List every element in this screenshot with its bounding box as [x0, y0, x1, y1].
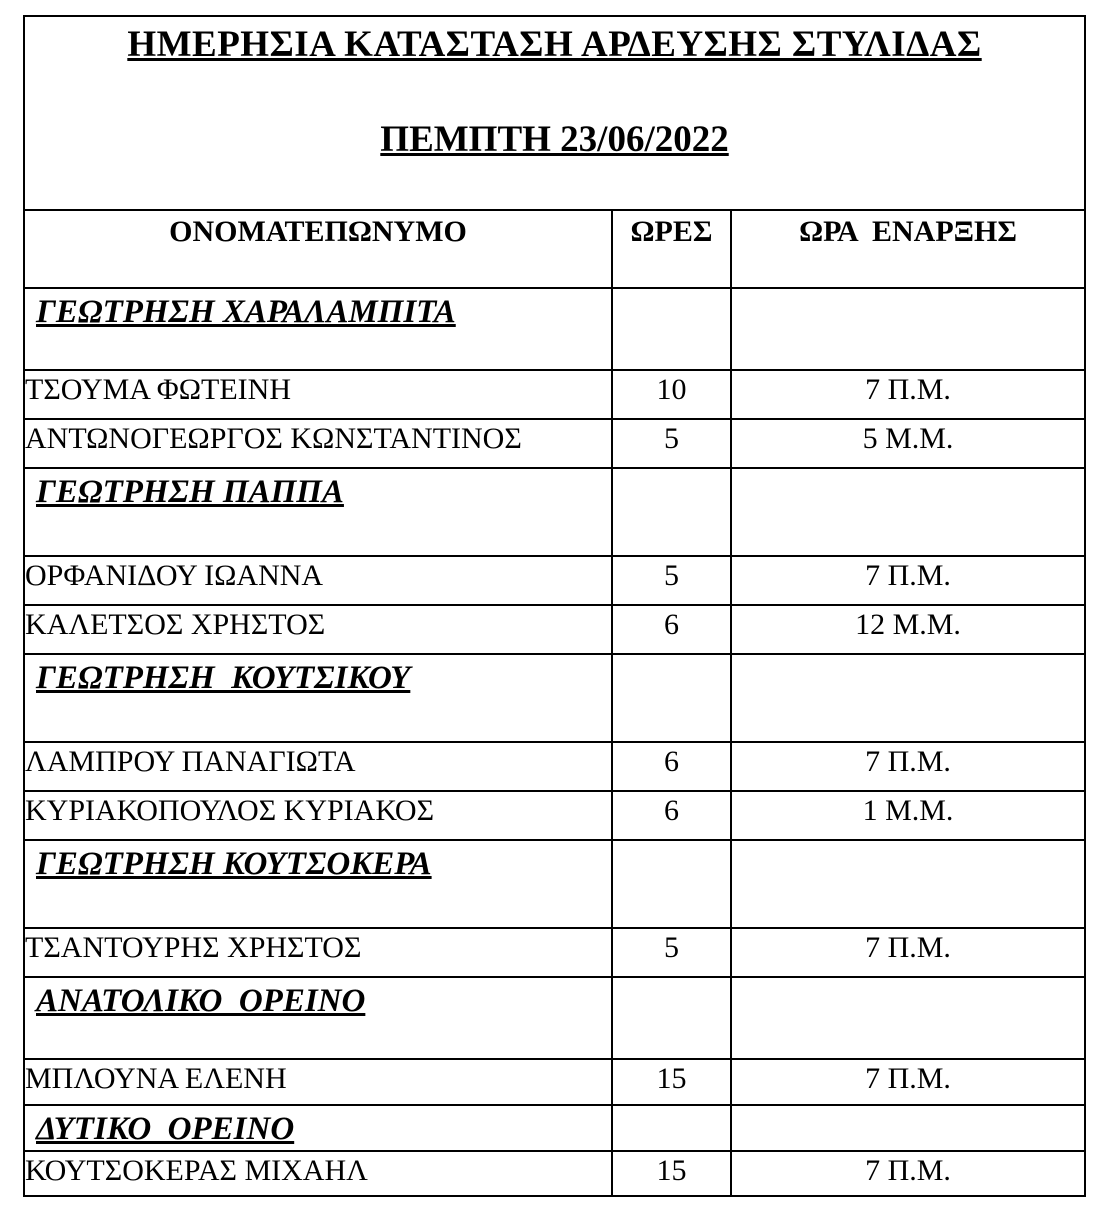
section-hours-empty — [612, 1105, 731, 1151]
person-name: ΑΝΤΩΝΟΓΕΩΡΓΟΣ ΚΩΝΣΤΑΝΤΙΝΟΣ — [24, 419, 612, 468]
table-row — [24, 791, 1085, 840]
person-name: ΛΑΜΠΡΟΥ ΠΑΝΑΓΙΩΤΑ — [24, 742, 612, 791]
header-hours-cell — [612, 210, 731, 288]
table-row — [24, 605, 1085, 654]
person-name: ΤΣΟΥΜΑ ΦΩΤΕΙΝΗ — [24, 370, 612, 419]
section-row — [24, 1105, 1085, 1151]
irrigation-hours: 15 — [612, 1151, 731, 1196]
header-start-cell — [731, 210, 1085, 288]
irrigation-hours: 5 — [612, 556, 731, 605]
section-label: ΓΕΩΤΡΗΣΗ ΠΑΠΠΑ — [24, 468, 612, 556]
start-time: 7 Π.Μ. — [731, 742, 1085, 791]
person-name: ΚΟΥΤΣΟΚΕΡΑΣ ΜΙΧΑΗΛ — [24, 1151, 612, 1196]
irrigation-hours: 5 — [612, 419, 731, 468]
table-row — [24, 1059, 1085, 1105]
start-time: 7 Π.Μ. — [731, 370, 1085, 419]
start-time: 7 Π.Μ. — [731, 1151, 1085, 1196]
irrigation-schedule-table — [23, 15, 1086, 1197]
document-title: ΗΜΕΡΗΣΙΑ ΚΑΤΑΣΤΑΣΗ ΑΡΔΕΥΣΗΣ ΣΤΥΛΙΔΑΣ — [127, 24, 982, 65]
header-hours: ΩΡΕΣ — [630, 215, 713, 248]
section-start-empty — [731, 840, 1085, 928]
section-start-empty — [731, 654, 1085, 742]
table-row — [24, 928, 1085, 977]
person-name: ΚΥΡΙΑΚΟΠΟΥΛΟΣ ΚΥΡΙΑΚΟΣ — [24, 791, 612, 840]
section-row — [24, 654, 1085, 742]
table-row — [24, 370, 1085, 419]
irrigation-hours: 6 — [612, 791, 731, 840]
irrigation-hours: 5 — [612, 928, 731, 977]
section-row — [24, 288, 1085, 370]
table-row — [24, 419, 1085, 468]
section-row — [24, 840, 1085, 928]
section-start-empty — [731, 468, 1085, 556]
section-hours-empty — [612, 840, 731, 928]
irrigation-hours: 6 — [612, 605, 731, 654]
header-name: ΟΝΟΜΑΤΕΠΩΝΥΜΟ — [169, 215, 467, 248]
section-start-empty — [731, 977, 1085, 1059]
start-time: 5 Μ.Μ. — [731, 419, 1085, 468]
section-label: ΓΕΩΤΡΗΣΗ ΧΑΡΑΛΑΜΠΙΤΑ — [24, 288, 612, 370]
section-label: ΓΕΩΤΡΗΣΗ ΚΟΥΤΣΙΚΟΥ — [24, 654, 612, 742]
header-row — [24, 210, 1085, 288]
section-hours-empty — [612, 288, 731, 370]
person-name: ΤΣΑΝΤΟΥΡΗΣ ΧΡΗΣΤΟΣ — [24, 928, 612, 977]
start-time: 1 Μ.Μ. — [731, 791, 1085, 840]
section-label: ΑΝΑΤΟΛΙΚΟ ΟΡΕΙΝΟ — [24, 977, 612, 1059]
document-date: ΠΕΜΠΤΗ 23/06/2022 — [380, 119, 729, 160]
start-time: 12 Μ.Μ. — [731, 605, 1085, 654]
title-cell — [24, 16, 1085, 210]
start-time: 7 Π.Μ. — [731, 1059, 1085, 1105]
table-row — [24, 742, 1085, 791]
person-name: ΚΑΛΕΤΣΟΣ ΧΡΗΣΤΟΣ — [24, 605, 612, 654]
irrigation-hours: 6 — [612, 742, 731, 791]
header-start: ΩΡΑ ΕΝΑΡΞΗΣ — [799, 215, 1017, 248]
section-label: ΓΕΩΤΡΗΣΗ ΚΟΥΤΣΟΚΕΡΑ — [24, 840, 612, 928]
section-hours-empty — [612, 977, 731, 1059]
section-row — [24, 977, 1085, 1059]
section-start-empty — [731, 288, 1085, 370]
person-name: ΟΡΦΑΝΙΔΟΥ ΙΩΑΝΝΑ — [24, 556, 612, 605]
start-time: 7 Π.Μ. — [731, 556, 1085, 605]
title-row — [24, 16, 1085, 210]
irrigation-hours: 15 — [612, 1059, 731, 1105]
table-row — [24, 1151, 1085, 1196]
section-hours-empty — [612, 654, 731, 742]
irrigation-hours: 10 — [612, 370, 731, 419]
section-label: ΔΥΤΙΚΟ ΟΡΕΙΝΟ — [24, 1105, 612, 1151]
person-name: ΜΠΛΟΥΝΑ ΕΛΕΝΗ — [24, 1059, 612, 1105]
section-hours-empty — [612, 468, 731, 556]
section-start-empty — [731, 1105, 1085, 1151]
header-name-cell — [24, 210, 612, 288]
table-row — [24, 556, 1085, 605]
section-row — [24, 468, 1085, 556]
start-time: 7 Π.Μ. — [731, 928, 1085, 977]
